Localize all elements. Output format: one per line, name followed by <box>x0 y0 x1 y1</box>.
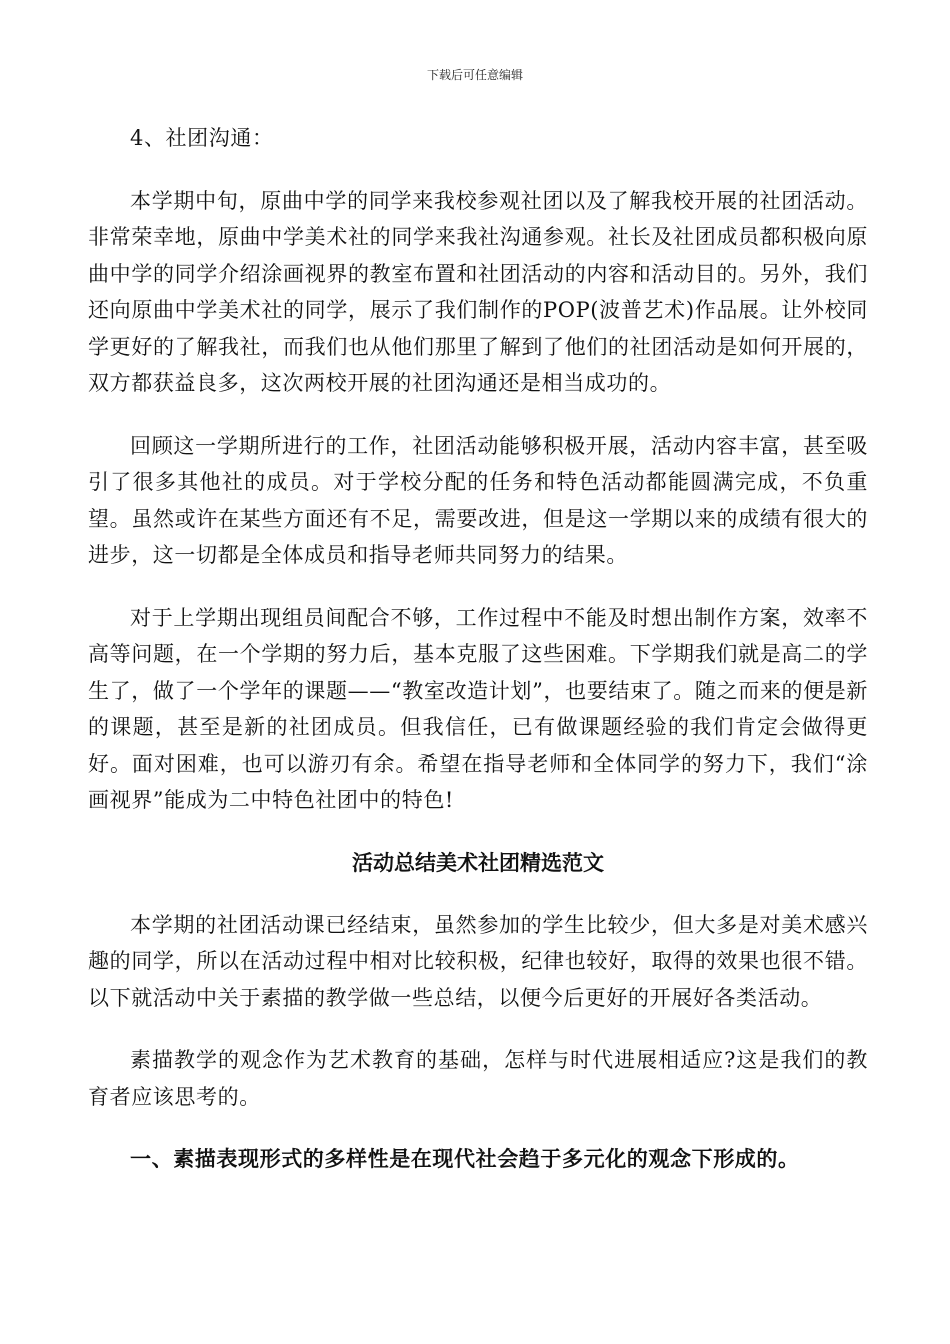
page-header: 下载后可任意编辑 <box>426 68 523 82</box>
paragraph-exchange: 本学期中旬，原曲中学的同学来我校参观社团以及了解我校开展的社团活动。非常荣幸地，原曲中学美术社的同学来我社沟通参观。社长及社团成员都积极向原曲中学的同学介绍涂画视界的教室布置和社团活动的内容和活动目的。另外，我们还向原曲中学美术社的同学，展示了我们制作的POP(波普艺术)作品展。让外校同学更好的了解我社，而我们也从他们那里了解到了他们的社团活动是如何开展的，双方都获益良多，这次两校开展的社团沟通还是相当成功的。 <box>88 188 868 395</box>
paragraph-sketch-concept: 素描教学的观念作为艺术教育的基础，怎样与时代进展相适应?这是我们的教育者应该思考的。 <box>88 1048 868 1109</box>
section-heading: 4、社团沟通： <box>130 126 274 150</box>
paragraph-intro: 本学期的社团活动课已经结束，虽然参加的学生比较少，但大多是对美术感兴趣的同学，所以在活动过程中相对比较积极，纪律也较好，取得的效果也很不错。以下就活动中关于素描的教学做一些总结，以便今后更好的开展好各类活动。 <box>88 912 868 1010</box>
paragraph-review: 回顾这一学期所进行的工作，社团活动能够积极开展，活动内容丰富，甚至吸引了很多其他社的成员。对于学校分配的任务和特色活动都能圆满完成，不负重望。虽然或许在某些方面还有不足，需要改进，但是这一学期以来的成绩有很大的进步，这一切都是全体成员和指导老师共同努力的结果。 <box>88 433 868 567</box>
article-title: 活动总结美术社团精选范文 <box>352 849 604 875</box>
document-body <box>88 120 868 1177</box>
subheading-one: 一、素描表现形式的多样性是在现代社会趋于多元化的观念下形成的。 <box>130 1146 800 1171</box>
paragraph-outlook: 对于上学期出现组员间配合不够，工作过程中不能及时想出制作方案，效率不高等问题，在一个学期的努力后，基本克服了这些困难。下学期我们就是高二的学生了，做了一个学年的课题——“教室改造计划”，也要结束了。随之而来的便是新的课题，甚至是新的社团成员。但我信任，已有做课题经验的我们肯定会做得更好。面对困难，也可以游刃有余。希望在指导老师和全体同学的努力下，我们“涂画视界”能成为二中特色社团中的特色! <box>88 605 868 812</box>
